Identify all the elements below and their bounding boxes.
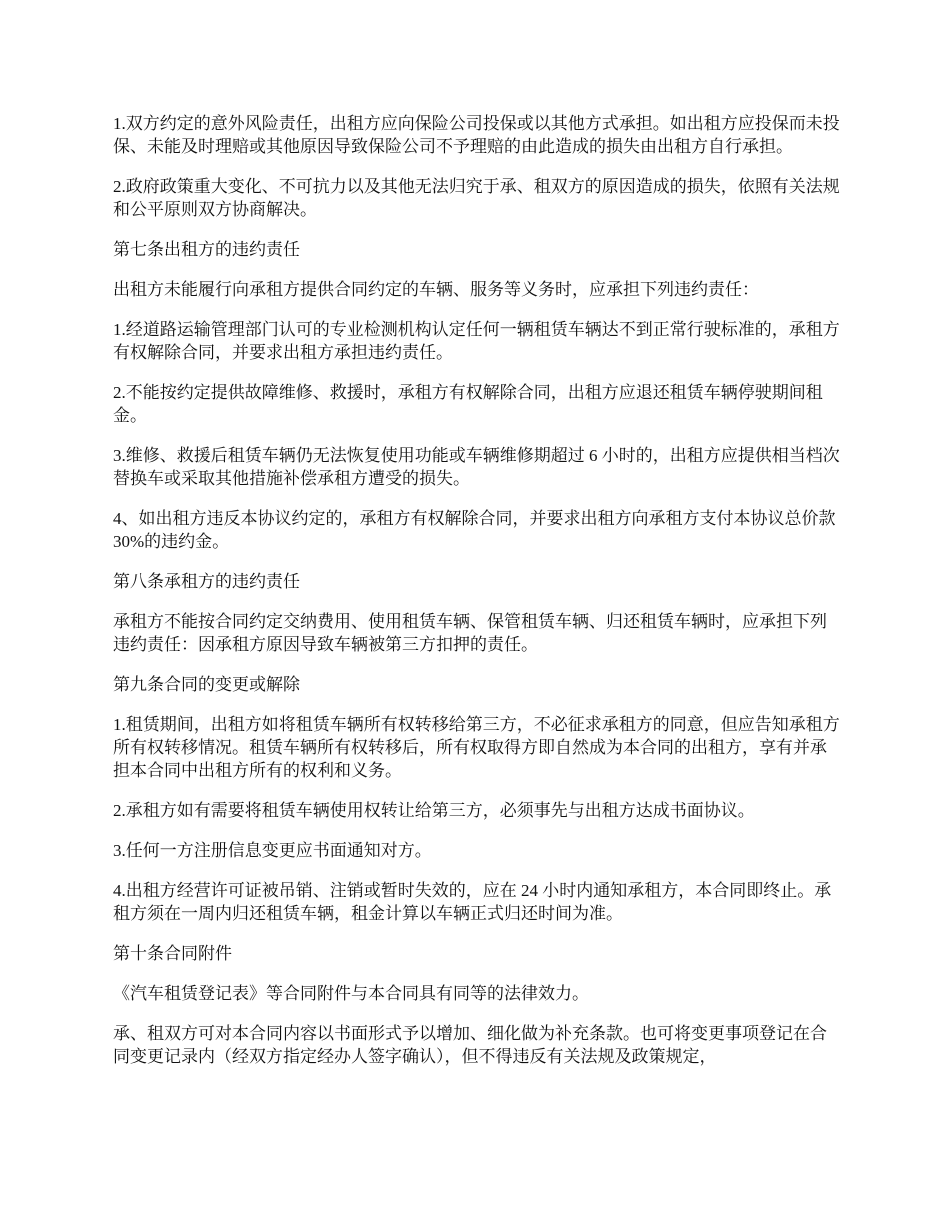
article-7-intro: 出租方未能履行向承租方提供合同约定的车辆、服务等义务时，应承担下列违约责任： (113, 280, 759, 299)
document-page (113, 112, 841, 1085)
section-heading-article-10: 第十条合同附件 (113, 944, 232, 963)
article-8-body: 承租方不能按合同约定交纳费用、使用租赁车辆、保管租赁车辆、归还租赁车辆时，应承担下列违约责任：因承租方原因导致车辆被第三方扣押的责任。 (113, 612, 827, 654)
article-7-item-1: 1.经道路运输管理部门认可的专业检测机构认定任何一辆租赁车辆达不到正常行驶标准的，承租方有权解除合同，并要求出租方承担违约责任。 (113, 320, 840, 362)
article-7-item-2: 2.不能按约定提供故障维修、救援时，承租方有权解除合同，出租方应退还租赁车辆停驶期间租金。 (113, 383, 823, 425)
article-9-item-2: 2.承租方如有需要将租赁车辆使用权转让给第三方，必须事先与出租方达成书面协议。 (113, 801, 755, 820)
article-10-supplement: 承、租双方可对本合同内容以书面形式予以增加、细化做为补充条款。也可将变更事项登记在合同变更记录内（经双方指定经办人签字确认），但不得违反有关法规及政策规定， (113, 1024, 827, 1066)
section-heading-article-7: 第七条出租方的违约责任 (113, 240, 300, 259)
section-heading-article-9: 第九条合同的变更或解除 (113, 675, 300, 694)
clause-accident-risk: 1.双方约定的意外风险责任，出租方应向保险公司投保或以其他方式承担。如出租方应投保而未投保、未能及时理赔或其他原因导致保险公司不予理赔的由此造成的损失由出租方自行承担。 (113, 114, 840, 156)
article-9-item-1: 1.租赁期间，出租方如将租赁车辆所有权转移给第三方，不必征求承租方的同意，但应告知承租方所有权转移情况。租赁车辆所有权转移后，所有权取得方即自然成为本合同的出租方，享有并承担本合同中出租方所有的权利和义务。 (113, 715, 840, 780)
section-heading-article-8: 第八条承租方的违约责任 (113, 572, 300, 591)
article-7-item-4: 4、如出租方违反本协议约定的，承租方有权解除合同，并要求出租方向承租方支付本协议总价款 30%的违约金。 (113, 509, 836, 551)
article-9-item-4: 4.出租方经营许可证被吊销、注销或暂时失效的，应在 24 小时内通知承租方，本合同即终止。承租方须在一周内归还租赁车辆，租金计算以车辆正式归还时间为准。 (113, 881, 832, 923)
article-10-attachments: 《汽车租赁登记表》等合同附件与本合同具有同等的法律效力。 (113, 984, 589, 1003)
article-7-item-3: 3.维修、救援后租赁车辆仍无法恢复使用功能或车辆维修期超过 6 小时的，出租方应提供相当档次替换车或采取其他措施补偿承租方遭受的损失。 (113, 446, 840, 488)
article-9-item-3: 3.任何一方注册信息变更应书面通知对方。 (113, 841, 432, 860)
clause-force-majeure: 2.政府政策重大变化、不可抗力以及其他无法归究于承、租双方的原因造成的损失，依照有关法规和公平原则双方协商解决。 (113, 177, 840, 219)
